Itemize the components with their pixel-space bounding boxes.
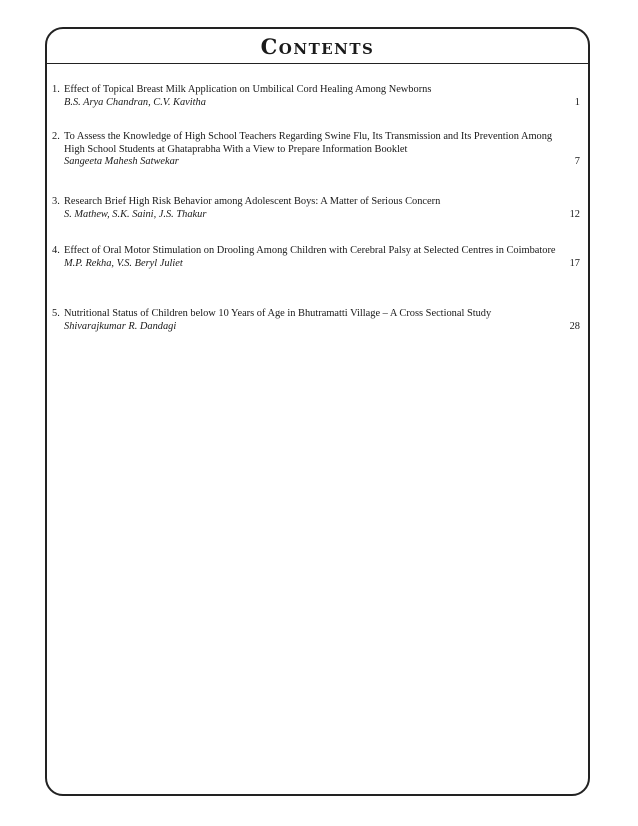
entry-number: 1. xyxy=(52,84,60,95)
entry-title: Effect of Oral Motor Stimulation on Drooling Among Children with Cerebral Palsy at Selected Centres in Coimbatore xyxy=(64,245,556,256)
toc-entry-4[interactable] xyxy=(52,245,580,270)
entry-number: 5. xyxy=(52,308,60,319)
page-title: Contents xyxy=(260,34,375,59)
toc-entry-2[interactable] xyxy=(52,131,580,169)
toc-entry-1[interactable] xyxy=(52,84,580,109)
entry-title: Effect of Topical Breast Milk Application on Umbilical Cord Healing Among Newborns xyxy=(64,84,432,95)
toc-entry-3[interactable] xyxy=(52,196,580,221)
entry-authors: B.S. Arya Chandran, C.V. Kavitha xyxy=(64,96,206,108)
entry-title: Nutritional Status of Children below 10 Years of Age in Bhutramatti Village – A Cross Sectional Study xyxy=(64,308,492,319)
entry-title: To Assess the Knowledge of High School Teachers Regarding Swine Flu, Its Transmission and Its Prevention Among High School Students at Ghataprabha With a View to Prepare Information Booklet xyxy=(64,131,553,155)
entry-number: 2. xyxy=(52,131,60,142)
entry-authors: S. Mathew, S.K. Saini, J.S. Thakur xyxy=(64,208,207,220)
entry-page-number: 7 xyxy=(574,156,580,167)
entry-page-number: 1 xyxy=(574,96,580,108)
entry-number: 3. xyxy=(52,196,60,207)
entry-authors: Sangeeta Mahesh Satwekar xyxy=(64,156,179,167)
toc-entry-5[interactable] xyxy=(52,308,580,333)
entry-number: 4. xyxy=(52,245,60,256)
entry-authors: Shivarajkumar R. Dandagi xyxy=(64,320,177,332)
entry-page-number: 28 xyxy=(569,320,580,332)
entry-page-number: 17 xyxy=(569,257,580,269)
entry-page-number: 12 xyxy=(569,208,580,220)
entry-authors: M.P. Rekha, V.S. Beryl Juliet xyxy=(64,257,183,269)
entry-title: Research Brief High Risk Behavior among Adolescent Boys: A Matter of Serious Concern xyxy=(64,196,441,207)
title-divider xyxy=(45,63,590,64)
